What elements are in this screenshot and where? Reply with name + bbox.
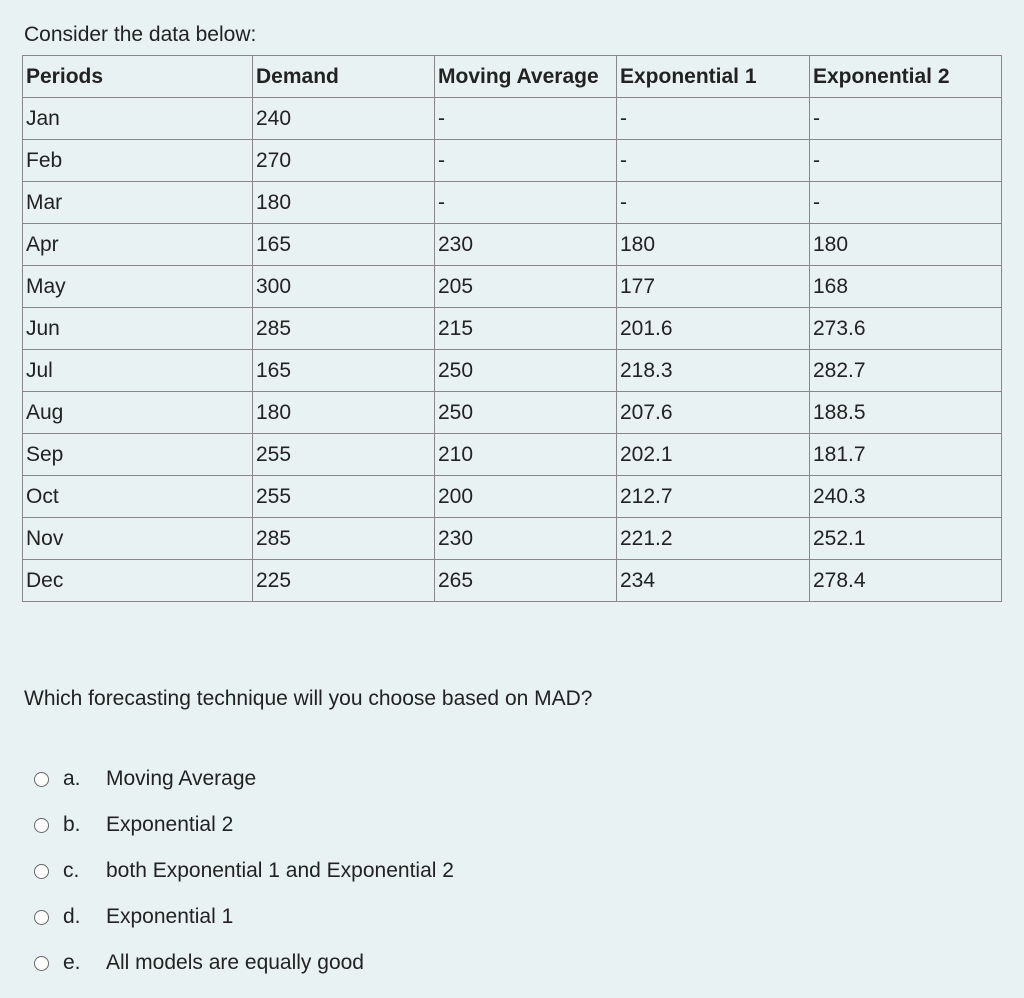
column-header: Exponential 1	[617, 56, 810, 98]
table-cell: -	[435, 182, 617, 224]
table-cell: 200	[435, 476, 617, 518]
table-cell: 273.6	[810, 308, 1002, 350]
option-letter: b.	[63, 813, 81, 836]
table-cell: 230	[435, 224, 617, 266]
option-letter: a.	[63, 767, 81, 790]
table-cell: Nov	[23, 518, 253, 560]
table-row	[23, 434, 1002, 476]
table-cell: 180	[617, 224, 810, 266]
table-cell: 205	[435, 266, 617, 308]
table-cell: 255	[253, 434, 435, 476]
table-cell: -	[810, 98, 1002, 140]
table-cell: Feb	[23, 140, 253, 182]
table-cell: 225	[253, 560, 435, 602]
table-cell: 181.7	[810, 434, 1002, 476]
table-cell: -	[435, 98, 617, 140]
table-cell: 168	[810, 266, 1002, 308]
table-cell: 210	[435, 434, 617, 476]
option-label: Exponential 2	[106, 813, 234, 836]
table-cell: Jun	[23, 308, 253, 350]
table-cell: 230	[435, 518, 617, 560]
table-cell: 240.3	[810, 476, 1002, 518]
table-row	[23, 266, 1002, 308]
table-cell: -	[810, 182, 1002, 224]
table-cell: 180	[253, 392, 435, 434]
table-cell: 265	[435, 560, 617, 602]
table-cell: 201.6	[617, 308, 810, 350]
table-cell: Sep	[23, 434, 253, 476]
table-cell: Mar	[23, 182, 253, 224]
data-table	[22, 55, 1002, 602]
table-cell: Dec	[23, 560, 253, 602]
option-label: Moving Average	[106, 767, 257, 790]
radio-button[interactable]	[34, 910, 49, 925]
column-header: Exponential 2	[810, 56, 1002, 98]
radio-button[interactable]	[34, 956, 49, 971]
table-cell: 180	[810, 224, 1002, 266]
table-cell: Oct	[23, 476, 253, 518]
question-text: Which forecasting technique will you choose based on MAD?	[24, 687, 593, 710]
table-cell: 221.2	[617, 518, 810, 560]
table-cell: 285	[253, 518, 435, 560]
table-cell: 300	[253, 266, 435, 308]
table-cell: 180	[253, 182, 435, 224]
table-row	[23, 140, 1002, 182]
option-c[interactable]	[34, 848, 454, 894]
option-letter: d.	[63, 905, 81, 928]
table-row	[23, 392, 1002, 434]
table-cell: 234	[617, 560, 810, 602]
table-cell: -	[617, 182, 810, 224]
column-header: Demand	[253, 56, 435, 98]
table-row	[23, 476, 1002, 518]
table-cell: 255	[253, 476, 435, 518]
table-row	[23, 518, 1002, 560]
table-cell: 250	[435, 350, 617, 392]
option-letter: e.	[63, 951, 81, 974]
column-header: Periods	[23, 56, 253, 98]
option-e[interactable]	[34, 940, 454, 986]
table-cell: 218.3	[617, 350, 810, 392]
answer-options	[34, 756, 454, 986]
table-cell: 215	[435, 308, 617, 350]
table-cell: Aug	[23, 392, 253, 434]
option-letter: c.	[63, 859, 80, 882]
table-row	[23, 98, 1002, 140]
table-cell: -	[617, 98, 810, 140]
table-cell: 285	[253, 308, 435, 350]
radio-button[interactable]	[34, 864, 49, 879]
table-cell: 282.7	[810, 350, 1002, 392]
option-b[interactable]	[34, 802, 454, 848]
option-a[interactable]	[34, 756, 454, 802]
table-cell: 212.7	[617, 476, 810, 518]
column-header: Moving Average	[435, 56, 617, 98]
table-row	[23, 182, 1002, 224]
radio-button[interactable]	[34, 772, 49, 787]
table-row	[23, 224, 1002, 266]
table-cell: 177	[617, 266, 810, 308]
table-cell: 240	[253, 98, 435, 140]
table-row	[23, 350, 1002, 392]
table-cell: -	[435, 140, 617, 182]
table-cell: 202.1	[617, 434, 810, 476]
table-cell: 252.1	[810, 518, 1002, 560]
intro-text: Consider the data below:	[24, 23, 257, 46]
table-cell: May	[23, 266, 253, 308]
table-cell: 270	[253, 140, 435, 182]
table-cell: 165	[253, 224, 435, 266]
table-cell: Jan	[23, 98, 253, 140]
table-cell: Jul	[23, 350, 253, 392]
table-row	[23, 308, 1002, 350]
option-label: both Exponential 1 and Exponential 2	[106, 859, 454, 882]
table-header-row	[23, 56, 1002, 98]
table-row	[23, 560, 1002, 602]
table-cell: -	[617, 140, 810, 182]
option-d[interactable]	[34, 894, 454, 940]
radio-button[interactable]	[34, 818, 49, 833]
table-cell: 165	[253, 350, 435, 392]
table-cell: 278.4	[810, 560, 1002, 602]
option-label: All models are equally good	[106, 951, 364, 974]
option-label: Exponential 1	[106, 905, 234, 928]
table-cell: Apr	[23, 224, 253, 266]
table-cell: 207.6	[617, 392, 810, 434]
table-cell: 188.5	[810, 392, 1002, 434]
table-cell: -	[810, 140, 1002, 182]
table-cell: 250	[435, 392, 617, 434]
